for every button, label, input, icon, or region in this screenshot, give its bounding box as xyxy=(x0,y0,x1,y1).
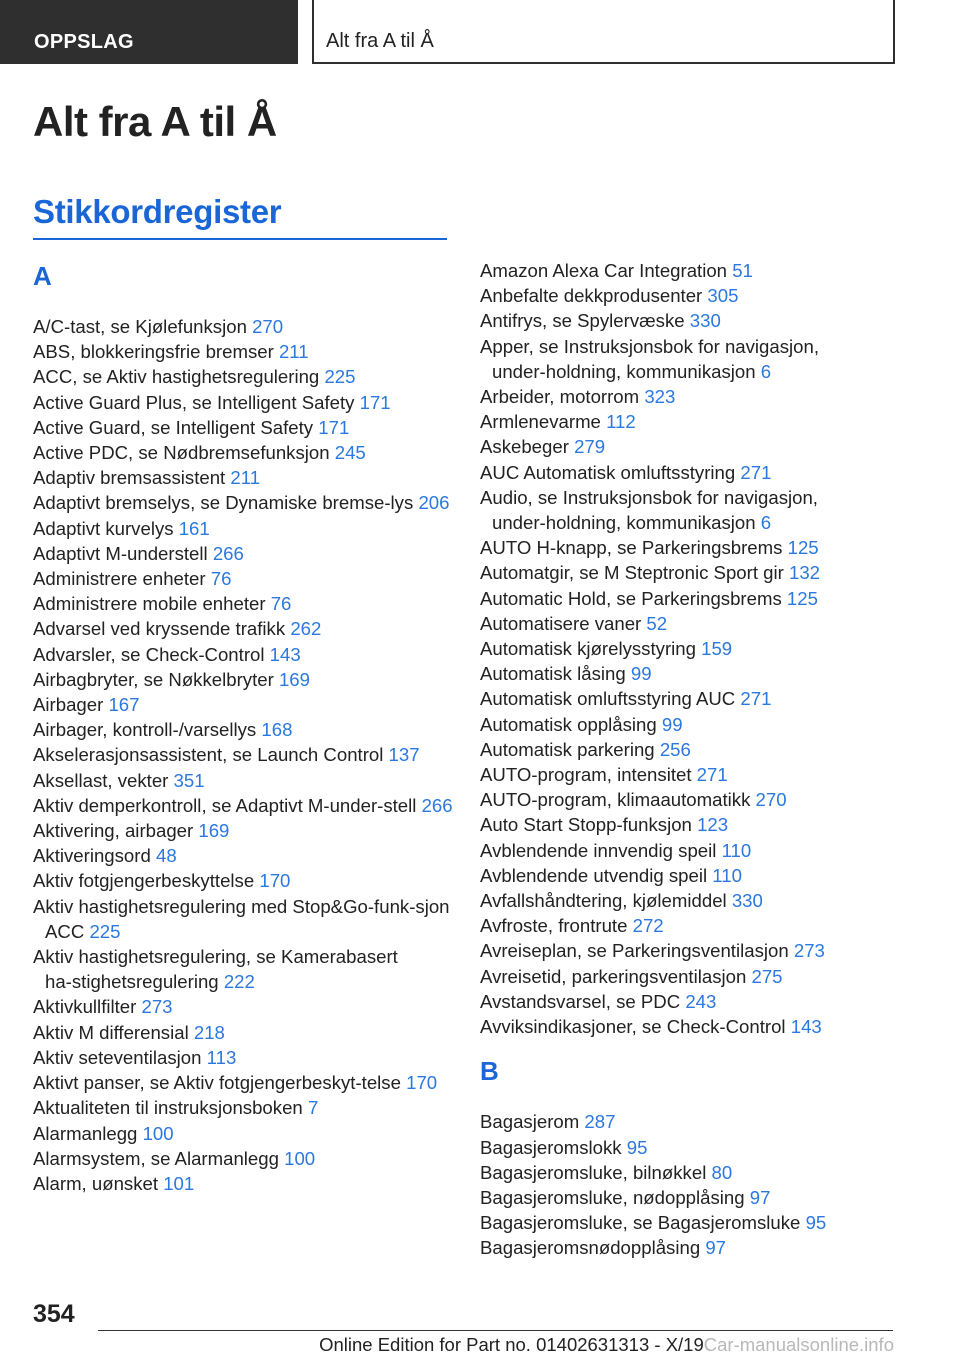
index-entry xyxy=(480,762,910,787)
index-entry-page-link[interactable]: 143 xyxy=(790,1016,822,1038)
index-entry xyxy=(480,661,910,686)
index-entry-text: Bagasjerom xyxy=(480,1111,580,1133)
index-entry xyxy=(480,611,910,636)
index-entry-text: Avblendende innvendig speil xyxy=(480,839,717,861)
index-entry xyxy=(33,440,453,465)
index-entry-page-link[interactable]: 330 xyxy=(731,890,763,912)
index-entry-page-link[interactable]: 125 xyxy=(787,537,819,559)
index-entry-page-link[interactable]: 99 xyxy=(630,663,652,685)
index-entry-page-link[interactable]: 80 xyxy=(711,1161,733,1183)
index-entry-text: Automatisk låsing xyxy=(480,663,626,685)
index-entry xyxy=(33,314,453,339)
index-entry-page-link[interactable]: 211 xyxy=(230,467,261,489)
index-entry-text: Advarsel ved kryssende trafikk xyxy=(33,618,286,640)
index-column-left xyxy=(33,258,453,1196)
index-entry-text: Apper, se Instruksjonsbok for navigasjon, under‑holdning, kommunikasjon xyxy=(480,335,820,382)
index-letter-a: A xyxy=(33,261,52,291)
index-entry-text: Avstandsvarsel, se PDC xyxy=(480,990,681,1012)
index-entry-page-link[interactable]: 168 xyxy=(261,719,293,741)
index-entry-page-link[interactable]: 95 xyxy=(626,1136,648,1158)
index-entry-page-link[interactable]: 271 xyxy=(740,688,772,710)
index-entry xyxy=(33,692,453,717)
index-entry-page-link[interactable]: 110 xyxy=(712,864,742,886)
index-list-right-a xyxy=(480,258,910,1039)
index-entry-page-link[interactable]: 245 xyxy=(334,442,366,464)
index-entry-text: Automatisk opplåsing xyxy=(480,713,657,735)
index-entry-text: Airbager, kontroll-/varsellys xyxy=(33,719,257,741)
index-entry xyxy=(480,1135,910,1160)
index-entry-text: A/C-tast, se Kjølefunksjon xyxy=(33,316,247,337)
page-title: Alt fra A til Å xyxy=(33,98,277,145)
index-entry-text: Arbeider, motorrom xyxy=(480,386,640,408)
index-entry-page-link[interactable]: 270 xyxy=(755,789,787,811)
index-entry xyxy=(480,1235,910,1260)
index-entry-page-link[interactable]: 110 xyxy=(721,839,752,861)
index-entry-text: Aktiveringsord xyxy=(33,845,151,867)
index-entry-text: Alarm, uønsket xyxy=(33,1172,159,1194)
header-chapter-tab xyxy=(312,0,895,64)
index-entry-text: Automatisk parkering xyxy=(480,738,655,760)
index-entry-text: Bagasjeromsluke, nødopplåsing xyxy=(480,1186,745,1208)
index-entry-text: Avviksindikasjoner, se Check-Control xyxy=(480,1016,786,1038)
index-entry-text: Automatisk kjørelysstyring xyxy=(480,638,696,660)
index-entry-page-link[interactable]: 7 xyxy=(307,1097,319,1119)
index-entry-text: Adaptivt M-understell xyxy=(33,542,208,564)
index-entry-page-link[interactable]: 222 xyxy=(223,971,255,993)
index-entry xyxy=(33,768,453,793)
index-entry xyxy=(480,308,910,333)
footer-watermark: Car-manualsonline.info xyxy=(703,1334,894,1355)
index-entry-page-link[interactable]: 218 xyxy=(193,1021,225,1043)
index-entry-page-link[interactable]: 275 xyxy=(751,965,783,987)
index-entry-page-link[interactable]: 272 xyxy=(632,915,664,937)
index-entry xyxy=(33,1020,453,1045)
index-entry xyxy=(480,586,910,611)
index-entry xyxy=(33,339,453,364)
index-entry xyxy=(480,560,910,585)
index-entry xyxy=(480,737,910,762)
index-entry-text: Aktiv hastighetsregulering med Stop&Go-funk‑sjon ACC xyxy=(33,895,450,942)
index-entry xyxy=(33,894,453,944)
index-entry xyxy=(33,944,453,994)
index-entry-text: Automatisere vaner xyxy=(480,612,642,634)
index-column-right xyxy=(480,258,910,1261)
index-entry-page-link[interactable]: 95 xyxy=(805,1212,827,1234)
index-entry xyxy=(480,1210,910,1235)
index-entry-page-link[interactable]: 211 xyxy=(278,341,309,363)
index-entry xyxy=(33,793,453,818)
index-entry xyxy=(33,566,453,591)
index-entry-text: Active Guard Plus, se Intelligent Safety xyxy=(33,391,355,413)
index-entry-text: Aktivkullfilter xyxy=(33,996,137,1018)
index-entry-page-link[interactable]: 143 xyxy=(269,643,301,665)
index-entry xyxy=(480,434,910,459)
index-entry-text: Bagasjeromslokk xyxy=(480,1136,622,1158)
index-entry xyxy=(480,989,910,1014)
index-entry-page-link[interactable]: 169 xyxy=(198,820,230,842)
index-entry-page-link[interactable]: 256 xyxy=(659,738,691,760)
index-entry-page-link[interactable]: 323 xyxy=(644,386,676,408)
index-entry-text: Avreisetid, parkeringsventilasjon xyxy=(480,965,747,987)
index-entry-page-link[interactable]: 271 xyxy=(740,461,772,483)
index-entry-text: Automatisk omluftsstyring AUC xyxy=(480,688,736,710)
index-entry-text: Anbefalte dekkprodusenter xyxy=(480,285,703,307)
index-entry-text: Active Guard, se Intelligent Safety xyxy=(33,416,314,438)
index-entry-text: Alarmanlegg xyxy=(33,1122,138,1144)
index-entry xyxy=(33,667,453,692)
index-entry-page-link[interactable]: 351 xyxy=(173,769,205,791)
index-entry xyxy=(480,686,910,711)
index-entry xyxy=(480,838,910,863)
index-entry-text: AUTO-program, klimaautomatikk xyxy=(480,789,751,811)
index-entry xyxy=(33,541,453,566)
index-entry-text: Bagasjeromsluke, bilnøkkel xyxy=(480,1161,707,1183)
index-entry-page-link[interactable]: 287 xyxy=(584,1111,616,1133)
index-entry xyxy=(33,1146,453,1171)
index-entry-text: AUC Automatisk omluftsstyring xyxy=(480,461,736,483)
index-entry-page-link[interactable]: 330 xyxy=(689,310,721,332)
index-entry-text: Antifrys, se Spylervæske xyxy=(480,310,685,332)
index-entry-page-link[interactable]: 169 xyxy=(278,668,310,690)
index-entry-page-link[interactable]: 99 xyxy=(661,713,683,735)
index-entry-text: Adaptivt bremselys, se Dynamiske bremse‑lys xyxy=(33,492,414,514)
index-entry xyxy=(480,485,910,535)
index-entry-page-link[interactable]: 6 xyxy=(760,360,772,382)
index-entry-page-link[interactable]: 225 xyxy=(324,366,356,388)
index-entry-text: Avfroste, frontrute xyxy=(480,915,628,937)
index-entry-text: Auto Start Stopp-funksjon xyxy=(480,814,692,836)
index-entry-page-link[interactable]: 52 xyxy=(646,612,668,634)
index-entry-text: Adaptivt kurvelys xyxy=(33,517,174,539)
index-entry-text: Avblendende utvendig speil xyxy=(480,864,708,886)
index-entry-page-link[interactable]: 266 xyxy=(421,794,453,816)
index-entry-page-link[interactable]: 206 xyxy=(418,492,450,514)
index-entry-text: Adaptiv bremsassistent xyxy=(33,467,226,489)
index-entry-page-link[interactable]: 271 xyxy=(696,764,728,786)
index-entry-text: Aktiv M differensial xyxy=(33,1021,189,1043)
index-entry-text: Avreiseplan, se Parkeringsventilasjon xyxy=(480,940,789,962)
index-entry xyxy=(480,812,910,837)
index-list-left xyxy=(33,314,453,1196)
title-underline xyxy=(33,238,447,240)
index-entry-text: Askebeger xyxy=(480,436,569,458)
index-entry-text: Avfallshåndtering, kjølemiddel xyxy=(480,890,727,912)
index-entry-text: Aktiv hastighetsregulering, se Kamerabasert ha‑stighetsregulering xyxy=(33,946,398,993)
index-entry xyxy=(33,1171,453,1196)
index-entry xyxy=(33,1095,453,1120)
index-entry-page-link[interactable]: 167 xyxy=(108,694,140,716)
index-entry-text: Amazon Alexa Car Integration xyxy=(480,260,728,281)
index-entry-page-link[interactable]: 279 xyxy=(574,436,606,458)
index-entry-text: Aktiv demperkontroll, se Adaptivt M-under‑stell xyxy=(33,794,417,816)
index-entry xyxy=(480,787,910,812)
index-entry xyxy=(33,1070,453,1095)
index-entry xyxy=(33,415,453,440)
index-entry-page-link[interactable]: 97 xyxy=(749,1186,771,1208)
index-entry xyxy=(33,868,453,893)
index-entry xyxy=(480,1109,910,1134)
index-entry-page-link[interactable]: 97 xyxy=(705,1237,727,1259)
index-entry xyxy=(480,636,910,661)
footer-rule xyxy=(98,1330,893,1331)
index-entry xyxy=(480,535,910,560)
index-entry-text: Aktivt panser, se Aktiv fotgjengerbeskyt‑telse xyxy=(33,1072,401,1094)
index-entry xyxy=(480,1014,910,1039)
index-entry xyxy=(33,390,453,415)
index-entry-text: ABS, blokkeringsfrie bremser xyxy=(33,341,274,363)
index-entry-text: Aktiv seteventilasjon xyxy=(33,1046,202,1068)
index-entry-page-link[interactable]: 270 xyxy=(252,316,284,337)
index-entry-page-link[interactable]: 266 xyxy=(212,542,244,564)
index-entry-page-link[interactable]: 6 xyxy=(760,512,772,534)
index-entry-text: Automatic Hold, se Parkeringsbrems xyxy=(480,587,782,609)
header-section-label: OPPSLAG xyxy=(34,31,134,53)
index-entry-page-link[interactable]: 171 xyxy=(359,391,391,413)
index-entry-text: Active PDC, se Nødbremsefunksjon xyxy=(33,442,330,464)
index-entry-page-link[interactable]: 113 xyxy=(206,1046,237,1068)
index-entry-page-link[interactable]: 170 xyxy=(259,870,291,892)
index-entry xyxy=(33,364,453,389)
index-entry-page-link[interactable]: 123 xyxy=(697,814,729,836)
index-entry-page-link[interactable]: 305 xyxy=(707,285,739,307)
index-entry-text: Aktiv fotgjengerbeskyttelse xyxy=(33,870,255,892)
index-entry-page-link[interactable]: 262 xyxy=(290,618,322,640)
index-entry-text: Aktualiteten til instruksjonsboken xyxy=(33,1097,303,1119)
index-entry-text: AUTO-program, intensitet xyxy=(480,764,692,786)
index-entry-page-link[interactable]: 273 xyxy=(141,996,173,1018)
index-entry-text: Akselerasjonsassistent, se Launch Control xyxy=(33,744,384,766)
index-entry-page-link[interactable]: 273 xyxy=(793,940,825,962)
index-entry xyxy=(33,642,453,667)
index-entry-page-link[interactable]: 100 xyxy=(142,1122,174,1144)
index-entry-text: Aksellast, vekter xyxy=(33,769,169,791)
index-entry xyxy=(480,384,910,409)
index-entry-page-link[interactable]: 76 xyxy=(210,568,232,590)
index-entry xyxy=(33,818,453,843)
index-entry xyxy=(33,717,453,742)
index-entry xyxy=(33,591,453,616)
index-entry xyxy=(480,258,910,283)
index-list-right-b xyxy=(480,1109,910,1260)
index-entry-page-link[interactable]: 159 xyxy=(701,638,733,660)
index-entry-text: Aktivering, airbager xyxy=(33,820,194,842)
index-entry xyxy=(480,712,910,737)
header-chapter-label: Alt fra A til Å xyxy=(326,30,434,52)
index-entry-text: Armlenevarme xyxy=(480,411,601,433)
index-entry xyxy=(33,490,453,515)
index-entry-page-link[interactable]: 125 xyxy=(786,587,818,609)
index-entry xyxy=(480,409,910,434)
index-entry-page-link[interactable]: 161 xyxy=(178,517,210,539)
index-entry-text: Administrere enheter xyxy=(33,568,206,590)
index-entry-text: Administrere mobile enheter xyxy=(33,593,266,615)
index-entry-page-link[interactable]: 48 xyxy=(155,845,177,867)
index-entry-page-link[interactable]: 171 xyxy=(318,416,350,438)
index-entry-text: Airbager xyxy=(33,694,104,716)
index-entry xyxy=(480,1160,910,1185)
index-entry-page-link[interactable]: 101 xyxy=(163,1172,195,1194)
footer-edition xyxy=(306,1334,894,1356)
header-section-tab xyxy=(0,0,298,64)
index-entry-page-link[interactable]: 132 xyxy=(789,562,821,584)
index-entry xyxy=(480,1185,910,1210)
index-entry-page-link[interactable]: 51 xyxy=(732,260,753,281)
index-entry xyxy=(480,334,910,384)
index-entry xyxy=(480,460,910,485)
index-entry xyxy=(33,516,453,541)
index-entry-page-link[interactable]: 100 xyxy=(284,1147,316,1169)
index-entry-text: Advarsler, se Check-Control xyxy=(33,643,265,665)
index-entry xyxy=(480,913,910,938)
index-entry-text: ACC, se Aktiv hastighetsregulering xyxy=(33,366,320,388)
index-entry xyxy=(33,994,453,1019)
page-number: 354 xyxy=(33,1300,75,1328)
index-entry xyxy=(33,843,453,868)
index-entry xyxy=(33,465,453,490)
index-entry xyxy=(480,888,910,913)
index-entry-page-link[interactable]: 170 xyxy=(406,1072,438,1094)
index-entry xyxy=(33,616,453,641)
index-entry xyxy=(480,863,910,888)
index-entry-text: Audio, se Instruksjonsbok for navigasjon, under‑holdning, kommunikasjon xyxy=(480,486,818,534)
index-entry xyxy=(480,283,910,308)
index-entry-text: Alarmsystem, se Alarmanlegg xyxy=(33,1147,279,1169)
section-title: Stikkordregister xyxy=(33,193,282,230)
index-letter-b: B xyxy=(480,1056,499,1087)
index-entry xyxy=(33,1045,453,1070)
index-entry-text: AUTO H-knapp, se Parkeringsbrems xyxy=(480,537,783,559)
index-entry xyxy=(480,964,910,989)
index-entry-page-link[interactable]: 76 xyxy=(270,593,292,615)
index-entry-page-link[interactable]: 225 xyxy=(89,920,121,942)
index-entry xyxy=(33,742,453,767)
index-entry-text: Bagasjeromsnødopplåsing xyxy=(480,1237,701,1259)
index-entry-page-link[interactable]: 137 xyxy=(388,744,420,766)
index-entry-page-link[interactable]: 243 xyxy=(685,990,717,1012)
index-entry xyxy=(33,1121,453,1146)
footer-edition-text: Online Edition for Part no. 01402631313 - X/19 xyxy=(319,1334,704,1355)
index-entry-page-link[interactable]: 112 xyxy=(606,411,636,433)
index-entry-text: Automatgir, se M Steptronic Sport gir xyxy=(480,562,784,584)
index-entry-text: Airbagbryter, se Nøkkelbryter xyxy=(33,668,274,690)
index-entry xyxy=(480,938,910,963)
index-entry-text: Bagasjeromsluke, se Bagasjeromsluke xyxy=(480,1212,801,1234)
